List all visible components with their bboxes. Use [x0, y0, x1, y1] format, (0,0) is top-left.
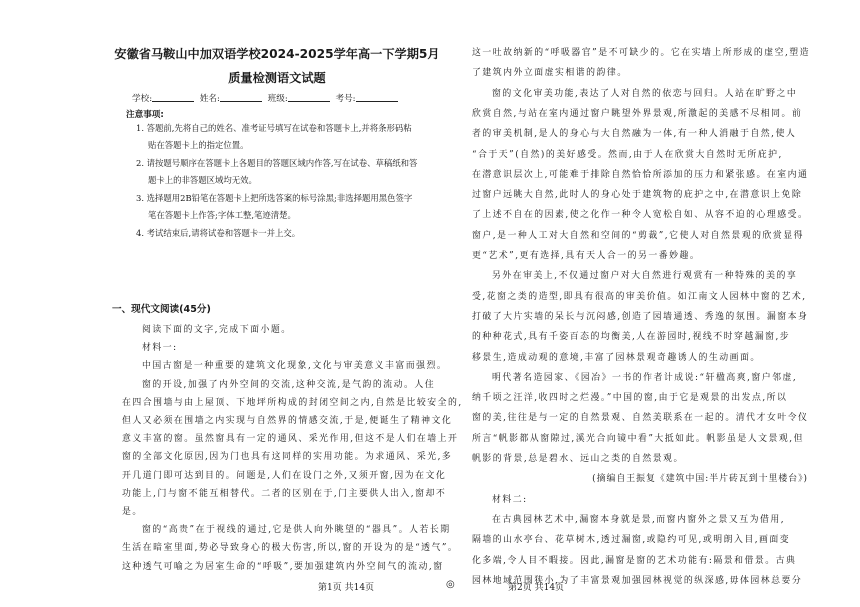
text-line: 受,花窗之类的造型,即具有很高的审美价值。如江南文人园林中窗的艺术,: [472, 291, 807, 302]
text-line: 材料一:: [142, 343, 178, 354]
page-number-right: 第2页 共14页: [508, 583, 565, 593]
notice-item-1: 1. 答题前,先将自己的姓名、准考证号填写在试卷和答题卡上,并将条形码粘 贴在答题卡上的指定位置。: [136, 123, 412, 150]
notice-item-4: 4. 考试结束后,请将试卷和答题卡一并上交。: [136, 228, 301, 238]
text-line: 了建筑内外立面虚实相谐的韵律。: [472, 68, 628, 79]
text-line: 另外在审美上,不仅通过窗户对大自然进行观赏有一种特殊的美的享: [492, 271, 798, 282]
exam-title-line2: 质量检测语文试题: [228, 71, 326, 85]
text-line: 窗户,是一种人工对大自然和空间的“剪裁”,它使人对自然景观的欣赏显得: [472, 230, 804, 241]
student-info-row: [132, 92, 401, 104]
text-line: 功能上,门与窗不能互相替代。二者的区别在于,门主要供人出入,窗却不: [122, 488, 447, 499]
text-line: 者的审美机制,是人的身心与大自然融为一体,有一种人消融于自然,使人: [472, 129, 797, 140]
class-label: 班级:: [267, 94, 288, 104]
text-line: 意义丰富的窗。虽然窗具有一定的通风、采光作用,但这不是人们在墙上开: [122, 434, 459, 445]
text-line: 开几道门即可达到目的。问题是,人们在设门之外,又须开窗,因为在文化: [122, 470, 447, 481]
text-line: 生活在暗室里面,势必导致身心的极大伤害,所以,窗的开设为的是“透气”。: [122, 543, 459, 554]
text-line: 但人又必须在围墙之内实现与自然界的情感交流,于是,便诞生了精神文化: [122, 416, 453, 426]
text-line: 隔墙的山水亭台、花草树木,透过漏窗,或隐约可见,或明朗入目,画面变: [472, 535, 791, 546]
source-citation: (摘编自王振复《建筑中国:半片砖瓦到十里楼台》): [592, 474, 808, 485]
text-line: 窗的全部文化原因,因为门也具有这同样的实用功能。为求通风、采光,多: [122, 452, 453, 463]
text-line: 这一吐故纳新的“呼吸器官”是不可缺少的。它在实墙上所形成的虚空,塑造: [472, 48, 811, 58]
text-line: 在四合围墙与由上屋顶、下地坪所构成的封闭空间之内,自然是比较安全的,: [122, 397, 463, 408]
text-line: 更“艺术”,更有选择,具有天人合一的另一番妙趣。: [472, 251, 701, 261]
text-line: 窗的“高贵”在于视线的通过,它是供人向外眺望的“器具”。人若长期: [142, 525, 451, 536]
text-line: 所言“帆影都从窗隙过,溪光合向镜中看”大抵如此。帆影虽是人文景观,但: [472, 433, 804, 444]
binding-mark-icon: ◎: [446, 579, 455, 590]
text-line: 欣赏自然,与站在室内通过窗户眺望外界景观,所激起的美感不尽相同。前: [472, 108, 803, 119]
text-line: 了上述不自在的因素,使之化作一种令人宽松自如、从容不迫的心理感受。: [472, 210, 809, 221]
text-line: 打破了大片实墙的呆长与沉闷感,创造了园墙通透、秀逸的氛围。漏窗本身: [472, 311, 809, 322]
name-label: 姓名:: [199, 94, 220, 104]
notice-heading: 注意事项:: [126, 110, 164, 120]
material-2-heading: 材料二:: [492, 494, 528, 505]
text-line: 窗的文化审美功能,表达了人对自然的依恋与回归。人站在旷野之中: [492, 88, 798, 99]
page-number-left: 第1页 共14页: [318, 583, 375, 593]
class-blank[interactable]: [288, 93, 330, 102]
text-line: 中国古窗是一种重要的建筑文化现象,文化与审美意义丰富而强烈。: [142, 361, 448, 372]
name-blank[interactable]: [220, 93, 262, 102]
notice-item-2: 2. 请按题号顺序在答题卡上各题目的答题区域内作答,写在试卷、草稿纸和答 题卡上的非答题区域均无效。: [136, 158, 418, 185]
text-line: 过窗户远眺大自然,此时人的身心处于建筑物的庇护之中,在潜意识上免除: [472, 190, 803, 201]
school-label: 学校:: [132, 94, 153, 104]
text-line: “合于天”(自然)的美好感受。然而,由于人在欣赏大自然时无所庇护,: [472, 149, 783, 160]
notice-item-3: 3. 选择题用2B铅笔在答题卡上把所选答案的标号涂黑;非选择题用黑色签字 笔在答题卡上作答;字体工整,笔迹清楚。: [136, 193, 413, 220]
text-line: 移景生,造成动观的意境,丰富了园林景观奇趣诱人的生动画面。: [472, 352, 761, 363]
text-line: 化多端,令人目不暇接。因此,漏窗是窗的艺术功能有:隔景和借景。古典: [472, 555, 797, 566]
school-blank[interactable]: [152, 93, 194, 102]
exam-number-label: 考号:: [335, 94, 356, 104]
text-line: 窗的开设,加强了内外空间的交流,这种交流,是气韵的流动。人住: [142, 379, 436, 390]
section-heading: 一、现代文阅读(45分): [112, 304, 211, 315]
text-line: 在古典园林艺术中,漏窗本身就是景,而窗内窗外之景又互为借用,: [492, 514, 786, 525]
text-line: 在潜意识层次上,可能难于排除自然恰恰所添加的压力和紧张感。在室内通: [472, 169, 809, 180]
text-line: 园林地域范围狭小,为了丰富景观加强园林视觉的纵深感,毋体园林总要分: [472, 575, 803, 586]
text-line: 纳千顷之汪洋,收四时之烂漫。”中国的窗,由于它是观景的出发点,所以: [472, 393, 788, 404]
text-line: 明代著名造园家、《园冶》一书的作者计成说:“轩楹高爽,窗户邻虚,: [492, 372, 798, 383]
text-line: 的种种花式,具有千姿百态的均衡美,人在游园时,视线不时穿越漏窗,步: [472, 332, 791, 343]
text-line: 帆影的背景,总是碧水、远山之类的自然景观。: [472, 454, 684, 464]
text-line: 阅读下面的文字,完成下面小题。: [142, 325, 292, 335]
exam-title-line1: 安徽省马鞍山中加双语学校2024-2025学年高一下学期5月: [114, 47, 440, 61]
text-line: 窗的美,往往是与一定的自然景观、自然美联系在一起的。清代才女叶令仪: [472, 413, 809, 424]
text-line: 是。: [122, 507, 143, 517]
text-line: 这种透气可喻之为居室生命的“呼吸”,要加强建筑内外空间气的流动,窗: [122, 561, 444, 572]
exam-number-blank[interactable]: [356, 93, 398, 102]
